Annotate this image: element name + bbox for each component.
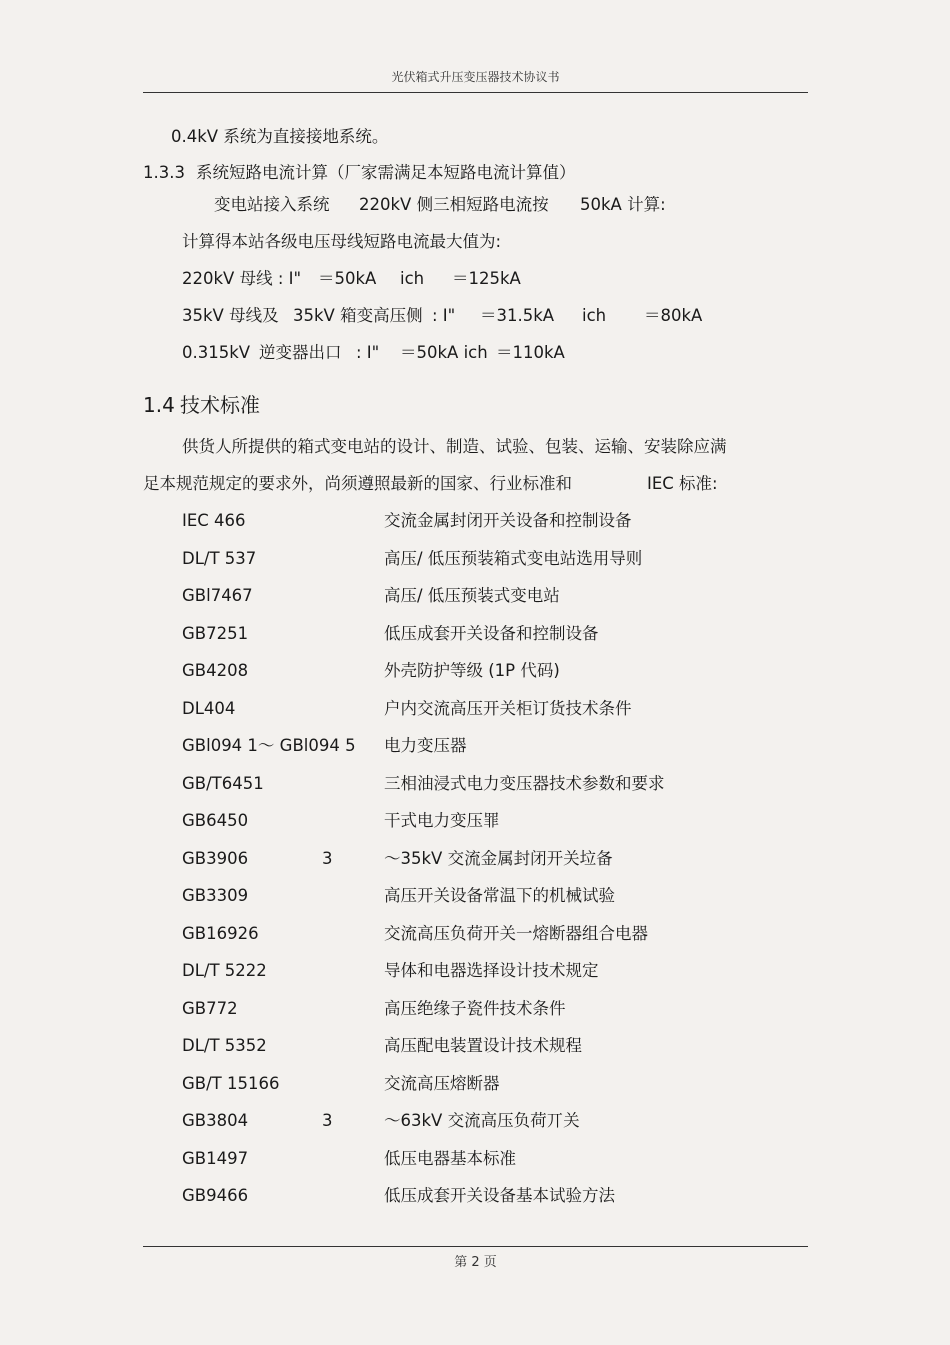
standard-code: GB7251 xyxy=(182,624,249,643)
standard-name: 交流高压熔断器 xyxy=(384,1074,500,1093)
standard-code: GB3309 xyxy=(182,886,249,905)
standard-name: 高压开关设备常温下的机械试验 xyxy=(384,886,615,905)
standard-name: 外壳防护等级 (1P 代码) xyxy=(384,661,560,680)
section-title: 系统短路电流计算（厂家需满足本短路电流计算值） xyxy=(196,163,576,182)
standard-name: 低压成套开关设备和控制设备 xyxy=(384,624,599,643)
standard-code: DL/T 5222 xyxy=(182,961,267,980)
standard-code: GB9466 xyxy=(182,1186,249,1205)
standards-paragraph-line-1: 供货人所提供的箱式变电站的设计、制造、试验、包装、运输、安装除应满 xyxy=(182,437,727,456)
standard-name: 户内交流高压开关柜订货技术条件 xyxy=(384,699,632,718)
standard-name: 导体和电器选择设计技术规定 xyxy=(384,961,599,980)
standard-name: 高压/ 低压预装式变电站 xyxy=(384,586,560,605)
standard-name: 交流金属封闭开关设备和控制设备 xyxy=(384,511,632,530)
standard-code: GBl7467 xyxy=(182,586,253,605)
standard-code: GB772 xyxy=(182,999,238,1018)
standard-code: GB/T6451 xyxy=(182,774,264,793)
standard-name: 干式电力变压罪 xyxy=(384,811,500,830)
standard-code: GB16926 xyxy=(182,924,259,943)
calc-intro: 计算得本站各级电压母线短路电流最大值为: xyxy=(182,232,502,251)
page-header xyxy=(143,60,808,93)
standard-code: GB1497 xyxy=(182,1149,249,1168)
standard-name: 交流高压负荷开关一熔断器组合电器 xyxy=(384,924,648,943)
grounding-note: 0.4kV 系统为直接接地系统。 xyxy=(171,127,389,146)
standard-name: 低压电器基本标准 xyxy=(384,1149,516,1168)
standard-name: 低压成套开关设备基本试验方法 xyxy=(384,1186,615,1205)
standard-code: GBl094 1～ GBl094 5 xyxy=(182,736,356,755)
standard-voltage-start: 3 xyxy=(322,1111,333,1130)
document-title: 光伏箱式升压变压器技术协议书 xyxy=(391,70,560,84)
standard-code: DL/T 5352 xyxy=(182,1036,267,1055)
standard-code: GB3906 xyxy=(182,849,249,868)
standard-code: DL404 xyxy=(182,699,236,718)
standard-code: IEC 466 xyxy=(182,511,246,530)
standard-name: 高压/ 低压预装箱式变电站选用导则 xyxy=(384,549,643,568)
standard-name: 三相油浸式电力变压器技术参数和要求 xyxy=(384,774,665,793)
standard-code: DL/T 537 xyxy=(182,549,257,568)
standard-name: 电力变压器 xyxy=(384,736,467,755)
standard-name: 高压绝缘子瓷件技术条件 xyxy=(384,999,566,1018)
standard-code: GB4208 xyxy=(182,661,249,680)
page-number: 第 2 页 xyxy=(454,1255,497,1270)
standard-name: 高压配电装置设计技术规程 xyxy=(384,1036,582,1055)
section-number: 1.3.3 xyxy=(143,163,185,182)
standard-code: GB/T 15166 xyxy=(182,1074,280,1093)
standard-name: ～63kV 交流高压负荷丌关 xyxy=(384,1111,580,1130)
standard-code: GB3804 xyxy=(182,1111,249,1130)
standard-code: GB6450 xyxy=(182,811,249,830)
page-footer xyxy=(143,1246,808,1270)
standard-voltage-start: 3 xyxy=(322,849,333,868)
standard-name: ～35kV 交流金属封闭开关垃备 xyxy=(384,849,613,868)
